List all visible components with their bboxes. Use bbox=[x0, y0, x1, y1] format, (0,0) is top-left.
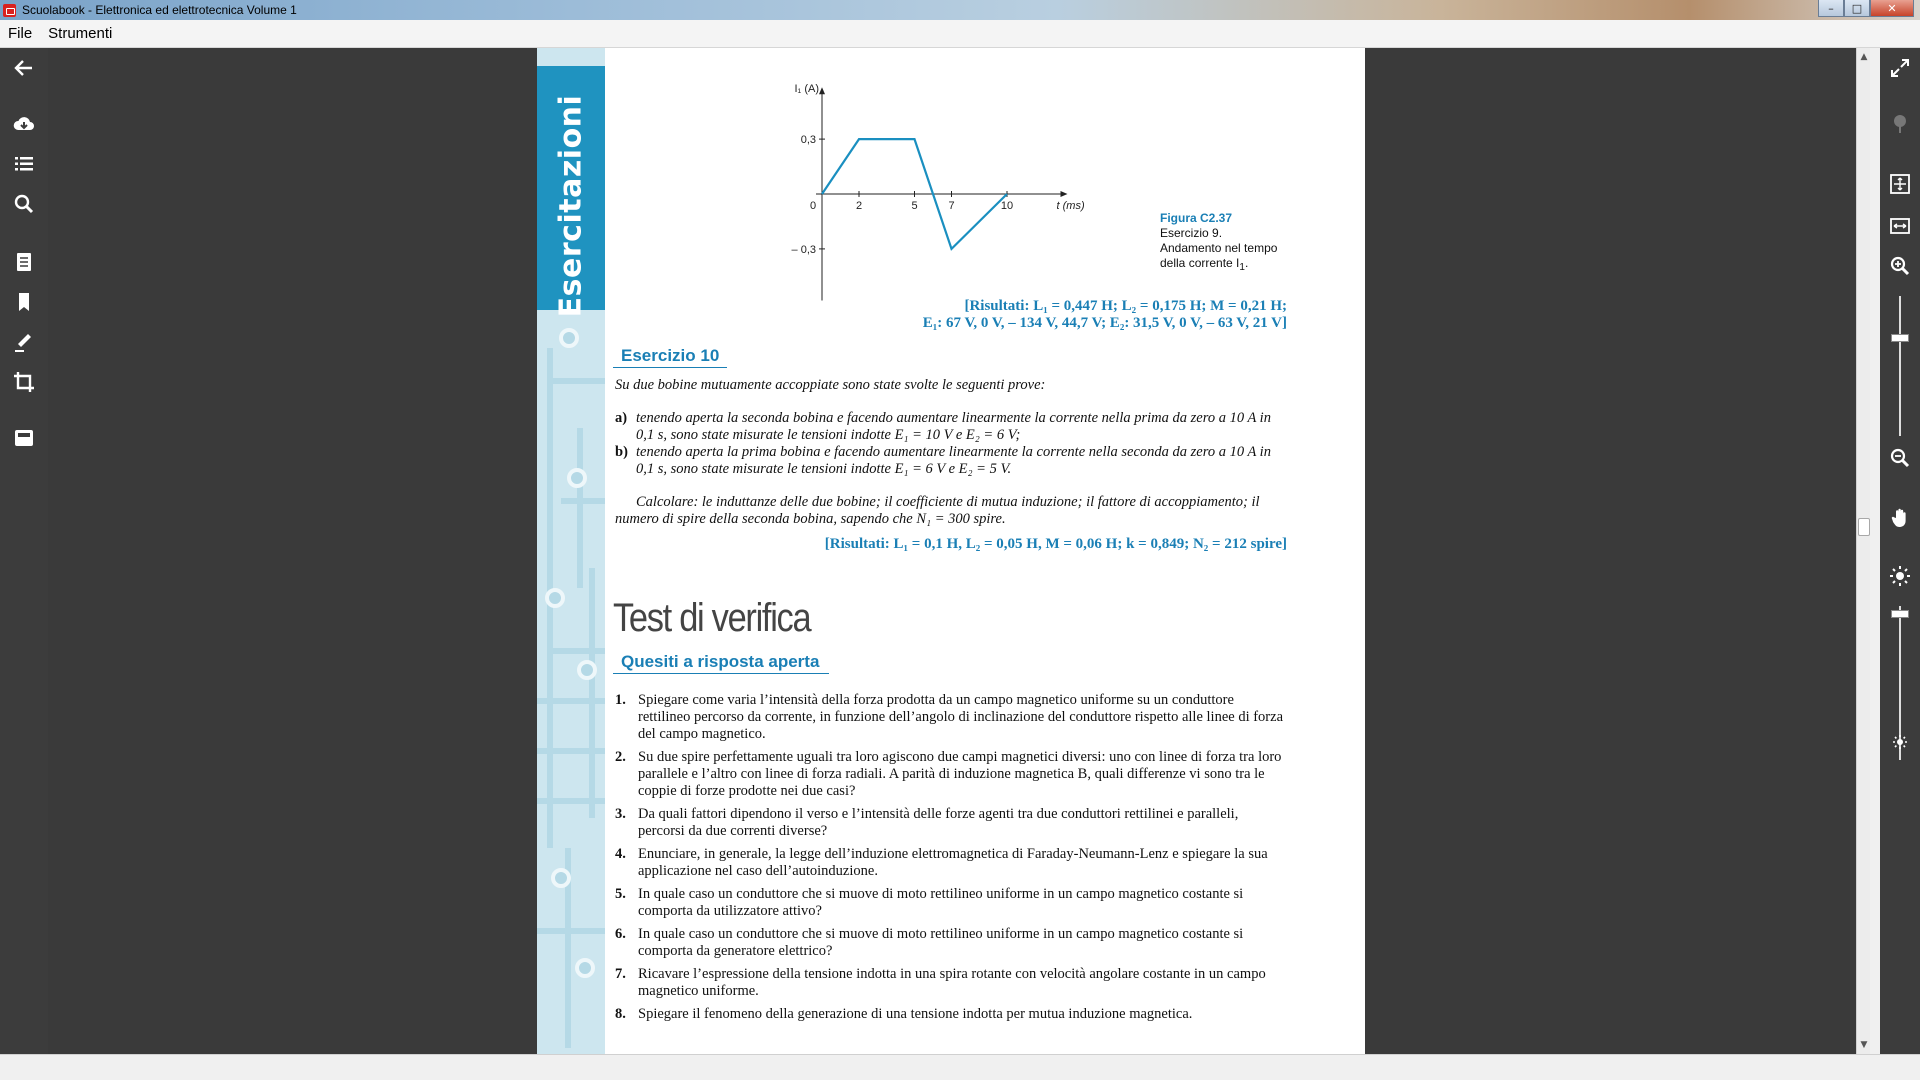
brightness-up-button[interactable] bbox=[1880, 560, 1920, 592]
x-axis-label: t (ms) bbox=[1056, 200, 1085, 212]
fit-page-button[interactable] bbox=[1880, 168, 1920, 200]
notes-button[interactable] bbox=[0, 246, 48, 278]
download-button[interactable] bbox=[0, 108, 48, 140]
question-item bbox=[615, 1006, 1287, 1023]
question-item bbox=[615, 966, 1287, 1000]
crop-icon bbox=[12, 370, 36, 394]
question-item bbox=[615, 886, 1287, 920]
brightness-down-button[interactable] bbox=[1880, 726, 1920, 758]
question-number: 7. bbox=[615, 966, 626, 982]
result-9-line2: E₁: 67 V, 0 V, – 134 V, 44,7 V; E₂: 31,5 V, 0 V, – 63 V, 21 V] bbox=[922, 315, 1287, 331]
exercise-10-title: Esercizio 10 bbox=[613, 346, 727, 368]
zoom-in-icon bbox=[1888, 254, 1912, 278]
pan-button[interactable] bbox=[1880, 502, 1920, 534]
fit-page-icon bbox=[1888, 172, 1912, 196]
item-b-label: b) bbox=[615, 444, 628, 460]
brightness-low-icon bbox=[1888, 730, 1912, 754]
zoom-out-icon bbox=[1888, 446, 1912, 470]
figure-caption-line1: Esercizio 9. bbox=[1160, 226, 1223, 240]
search-icon bbox=[12, 192, 36, 216]
question-number: 3. bbox=[615, 806, 626, 822]
result-10: [Risultati: L₁ = 0,1 H, L₂ = 0,05 H, M = 0,06 H; k = 0,849; N₂ = 212 spire] bbox=[824, 536, 1287, 552]
question-item bbox=[615, 846, 1287, 880]
exercise-10-item-a bbox=[615, 410, 1287, 444]
gallery-button[interactable] bbox=[0, 422, 48, 454]
close-button[interactable]: ✕ bbox=[1870, 0, 1914, 17]
fullscreen-button[interactable] bbox=[1880, 52, 1920, 84]
list-icon bbox=[12, 152, 36, 176]
question-item bbox=[615, 806, 1287, 840]
figure-caption-line3-text: della corrente I bbox=[1160, 256, 1240, 270]
exercise-10-intro: Su due bobine mutuamente accoppiate sono state svolte le seguenti prove: bbox=[615, 377, 1046, 393]
figure-caption-sub: 1 bbox=[1239, 262, 1245, 273]
question-text: Enunciare, in generale, la legge dell’induzione elettromagnetica di Faraday-Neumann-Lenz e spiegare la sua applicazione nel caso dell’autoinduzione. bbox=[638, 846, 1268, 879]
app-icon bbox=[3, 4, 16, 17]
back-arrow-icon bbox=[12, 56, 36, 80]
question-item bbox=[615, 749, 1287, 800]
question-text: In quale caso un conduttore che si muove di moto rettilineo uniforme in un campo magnetico costante si comporta da generatore elettrico? bbox=[638, 926, 1244, 959]
scroll-down-arrow[interactable]: ▼ bbox=[1860, 1040, 1868, 1050]
right-toolbar bbox=[1880, 48, 1920, 1054]
brightness-slider-thumb[interactable] bbox=[1891, 610, 1909, 618]
vertical-scrollbar[interactable] bbox=[1856, 48, 1870, 1054]
question-text: Spiegare il fenomeno della generazione di una tensione indotta per mutua induzione magnetica. bbox=[638, 1006, 1193, 1022]
question-number: 1. bbox=[615, 692, 626, 708]
figure-caption-line3 bbox=[1160, 256, 1300, 271]
item-a-text: tenendo aperta la seconda bobina e facendo aumentare linearmente la corrente nella prima da zero a 10 A in 0,1 s, sono state misurate le tensioni indotte E₁ = 10 V e E₂ = 6 V; bbox=[636, 410, 1271, 443]
window-title: Scuolabook - Elettronica ed elettrotecnica Volume 1 bbox=[22, 3, 297, 17]
window-controls bbox=[1818, 0, 1914, 17]
pin-icon bbox=[1888, 112, 1912, 136]
question-number: 6. bbox=[615, 926, 626, 942]
question-number: 4. bbox=[615, 846, 626, 862]
figure-number: Figura C2.37 bbox=[1160, 211, 1233, 225]
maximize-button[interactable]: □ bbox=[1844, 0, 1870, 17]
x-tick-label: 5 bbox=[911, 200, 918, 212]
title-bar bbox=[0, 0, 1920, 20]
figure-caption bbox=[1160, 211, 1300, 271]
question-text: Ricavare l’espressione della tensione indotta in una spira rotante con velocità angolare costante in un campo magnetico uniforme. bbox=[638, 966, 1266, 999]
cloud-download-icon bbox=[12, 112, 36, 136]
result-9-line1: [Risultati: L₁ = 0,447 H; L₂ = 0,175 H; M = 0,21 H; bbox=[964, 298, 1287, 314]
exercise-10-calc: Calcolare: le induttanze delle due bobine; il coefficiente di mutua induzione; il fattore di accoppiamento; il numero di spire della seconda bobina, sapendo che N₁ = 300 spire. bbox=[615, 494, 1260, 527]
menu-bar bbox=[0, 20, 1920, 48]
back-button[interactable] bbox=[0, 52, 48, 84]
menu-tools[interactable]: Strumenti bbox=[48, 25, 113, 42]
notes-icon bbox=[12, 250, 36, 274]
crop-button[interactable] bbox=[0, 366, 48, 398]
figure-caption-line2: Andamento nel tempo bbox=[1160, 241, 1278, 255]
y-axis-label: I₁ (A) bbox=[794, 83, 819, 96]
question-item bbox=[615, 926, 1287, 960]
x-axis-arrow bbox=[1061, 191, 1068, 197]
question-item bbox=[615, 692, 1287, 743]
scroll-up-arrow[interactable]: ▲ bbox=[1860, 52, 1868, 62]
fit-width-icon bbox=[1888, 214, 1912, 238]
exercise-10-item-b bbox=[615, 444, 1287, 478]
brightness-high-icon bbox=[1888, 564, 1912, 588]
fullscreen-icon bbox=[1888, 56, 1912, 80]
scroll-thumb[interactable] bbox=[1858, 518, 1870, 536]
question-text: Su due spire perfettamente uguali tra loro agiscono due campi magnetici diversi: uno con linee di forza tra loro parallele e l’altro con linee di forza radiali. A parità di induzione magnetica B, quali differenze vi sono tra le coppie di forze prodotte nei due casi? bbox=[638, 749, 1282, 799]
highlighter-icon bbox=[12, 330, 36, 354]
zoom-in-button[interactable] bbox=[1880, 250, 1920, 282]
x-tick-label: 10 bbox=[1000, 200, 1014, 212]
highlight-button[interactable] bbox=[0, 326, 48, 358]
page-side-band bbox=[537, 48, 605, 1054]
question-text: In quale caso un conduttore che si muove di moto rettilineo uniforme in un campo magnetico costante si comporta da utilizzatore attivo? bbox=[638, 886, 1244, 919]
book-page bbox=[537, 48, 1365, 1054]
toc-button[interactable] bbox=[0, 148, 48, 180]
minimize-button[interactable]: – bbox=[1818, 0, 1844, 17]
x-tick-label: 2 bbox=[855, 200, 863, 212]
menu-file[interactable]: File bbox=[8, 25, 33, 42]
question-text: Da quali fattori dipendono il verso e l’intensità delle forze agenti tra due conduttori rettilinei e paralleli, percorsi da due correnti diverse? bbox=[638, 806, 1239, 839]
section-tab bbox=[537, 66, 605, 318]
item-b-text: tenendo aperta la prima bobina e facendo aumentare linearmente la corrente nella seconda da zero a 10 A in 0,1 s, sono state misurate le tensioni indotte E₁ = 6 V e E₂ = 5 V. bbox=[636, 444, 1271, 477]
quesiti-title: Quesiti a risposta aperta bbox=[613, 652, 829, 674]
bookmark-button[interactable] bbox=[0, 286, 48, 318]
y-tick-label: – 0,3 bbox=[791, 243, 816, 256]
question-text: Spiegare come varia l’intensità della forza prodotta da un campo magnetico uniforme su un conduttore rettilineo percorso da corrente, in funzione dell’angolo di inclinazione del conduttore rispetto alle linee di forza del campo magnetico. bbox=[638, 692, 1284, 742]
zoom-out-button[interactable] bbox=[1880, 442, 1920, 474]
bookmark-icon bbox=[12, 290, 36, 314]
current-chart bbox=[771, 64, 1085, 294]
pin-button[interactable] bbox=[1880, 108, 1920, 140]
item-a-label: a) bbox=[615, 410, 628, 426]
question-number: 8. bbox=[615, 1006, 626, 1022]
test-title: Test di verifica bbox=[613, 596, 811, 640]
status-bar bbox=[0, 1054, 1920, 1080]
x-tick-label: 7 bbox=[948, 200, 955, 212]
question-number: 5. bbox=[615, 886, 626, 902]
y-tick-label: 0,3 bbox=[800, 134, 816, 147]
chart-axes bbox=[816, 87, 1068, 300]
section-label: Esercitazioni bbox=[553, 94, 589, 318]
y-axis-arrow bbox=[819, 87, 825, 94]
figure-caption-end: . bbox=[1244, 256, 1249, 270]
zoom-slider-thumb[interactable] bbox=[1891, 334, 1909, 342]
search-button[interactable] bbox=[0, 188, 48, 220]
fit-width-button[interactable] bbox=[1880, 210, 1920, 242]
x-tick-label: 0 bbox=[809, 200, 817, 212]
zoom-slider[interactable] bbox=[1899, 296, 1901, 436]
gallery-icon bbox=[12, 426, 36, 450]
hand-icon bbox=[1888, 506, 1912, 530]
left-toolbar bbox=[0, 48, 48, 1054]
question-number: 2. bbox=[615, 749, 626, 765]
